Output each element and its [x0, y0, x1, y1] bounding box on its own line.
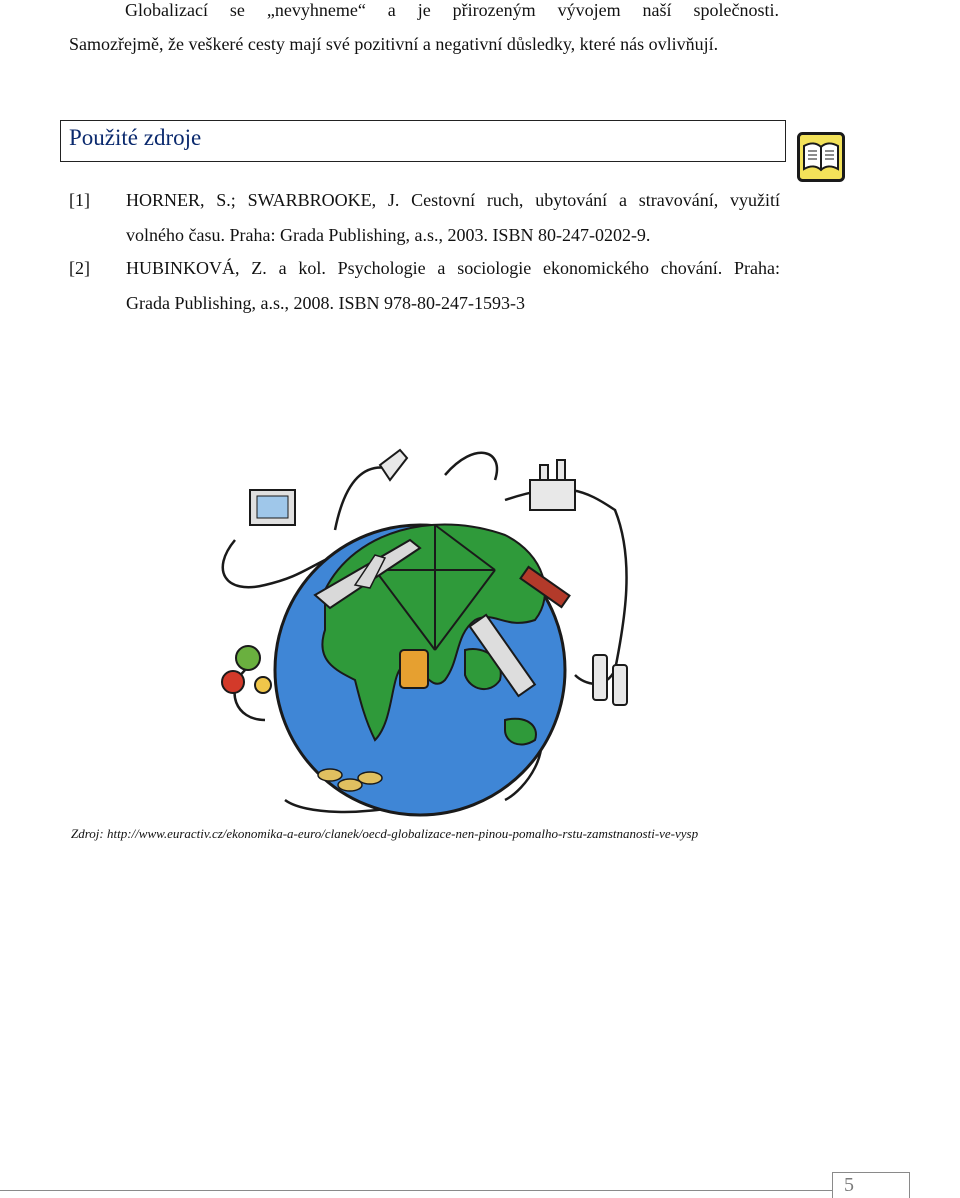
globalization-globe-illustration	[205, 420, 645, 820]
book-icon	[797, 132, 845, 182]
reference-1-line-2: volného času. Praha: Grada Publishing, a.s., 2003. ISBN 80-247-0202-9.	[126, 225, 651, 245]
sources-header-box	[60, 120, 786, 162]
reference-2-line-2: Grada Publishing, a.s., 2008. ISBN 978-80-247-1593-3	[126, 293, 525, 313]
reference-1-line-1: HORNER, S.; SWARBROOKE, J. Cestovní ruch, ubytování a stravování, využití	[126, 190, 780, 210]
reference-number: [1]	[69, 190, 90, 210]
sources-title: Použité zdroje	[69, 125, 202, 150]
reference-number: [2]	[69, 258, 90, 278]
reference-2-line-1: HUBINKOVÁ, Z. a kol. Psychologie a sociologie ekonomického chování. Praha:	[126, 258, 780, 278]
intro-line-1: Globalizací se „nevyhneme“ a je přirozeným vývojem naší společnosti.	[125, 0, 779, 20]
page-number: 5	[844, 1174, 854, 1196]
figure-source-caption: Zdroj: http://www.euractiv.cz/ekonomika-a-euro/clanek/oecd-globalizace-nen-pinou-pomalho-rstu-zamstnanosti-ve-vysp	[71, 826, 699, 841]
footer-rule	[0, 1190, 832, 1191]
intro-line-2: Samozřejmě, že veškeré cesty mají své pozitivní a negativní důsledky, které nás ovlivňují.	[69, 34, 719, 54]
